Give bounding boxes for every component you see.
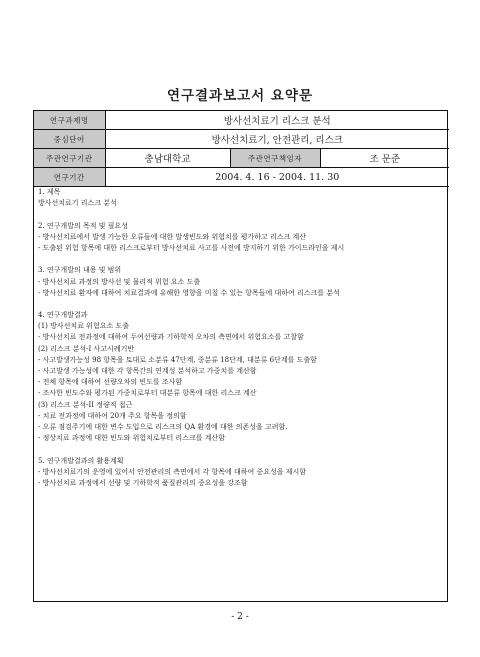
- section-4-line: - 방사선치료 전과정에 대하여 두여선량과 기하학적 오차의 측면에서 위험요소를 고찰함: [38, 333, 304, 342]
- org-label: 주관연구기관: [34, 149, 105, 168]
- lead-label: 주관연구책임자: [230, 149, 320, 168]
- keyword-value: 방사선치료기, 안전관리, 리스크: [105, 130, 449, 149]
- section-4-subheading: (2) 리스크 분석-I 사고시례기반: [38, 344, 135, 353]
- section-4-line: - 치료 전과정에 대하여 20개 주요 항목을 정의함: [38, 411, 187, 420]
- lead-value: 조 문준: [320, 149, 449, 168]
- period-label: 연구기간: [34, 168, 105, 187]
- section-4-subheading: (1) 방사선치료 위험요소 도출: [38, 322, 129, 331]
- spacer: [38, 299, 444, 310]
- section-4-line: - 전체 항목에 대하여 선량오차의 빈도를 조사함: [38, 378, 183, 387]
- section-1-title: 1. 제목: [38, 188, 61, 196]
- org-value: 충남대학교: [105, 149, 230, 168]
- project-label: 연구과제명: [34, 111, 105, 130]
- period-value: 2004. 4. 16 - 2004. 11. 30: [105, 168, 449, 187]
- section-4-line: - 사고발생 가능성에 대한 각 항목간의 연계성 분석하고 가중치를 계산함: [38, 367, 257, 375]
- section-1-line: 방사선치료기 리스크 분석: [38, 199, 117, 208]
- spacer: [38, 254, 444, 265]
- keyword-row: [34, 130, 449, 149]
- section-2-title: 2. 연구개발의 목적 및 필요성: [38, 221, 128, 230]
- project-value: 방사선치료기 리스크 분석: [105, 111, 449, 130]
- meta-table: [34, 111, 449, 187]
- section-4-line: - 사고발생가능성 98 항목을 토대로 소분류 47단계, 중분류 18단계, 대분류 6단계를 도출함: [38, 355, 317, 364]
- section-4-line: - 조사한 빈도수와 평가된 가중치로부터 대분류 항목에 대한 리스크 계산: [38, 389, 257, 398]
- section-3-title: 3. 연구개발의 내용 및 범위: [38, 266, 122, 275]
- spacer: [38, 444, 444, 455]
- period-row: [34, 168, 449, 187]
- section-2-line: - 방사선치료에서 발생 가능한 오류들에 대한 발생빈도와 위험치를 평가하고 리스크 계산: [38, 232, 307, 241]
- section-4-subheading: (3) 리스크 분석-II 정량적 접근: [38, 400, 133, 409]
- section-2-line: - 도출된 위험 항목에 대한 리스크로부터 방사선치료 사고를 사전에 방지하기 위한 가이드라인을 제시: [38, 243, 345, 252]
- section-5-line: - 방사선치료기의 운영에 있어서 안전관리의 측면에서 각 항목에 대하여 중요성을 제시함: [38, 467, 307, 476]
- section-4-title: 4. 연구개발결과: [38, 311, 88, 320]
- section-3-line: - 방사선치료 환자에 대하여 치료결과에 유해한 영향을 미칠 수 있는 항목들에 대하여 리스크를 분석: [38, 288, 340, 297]
- section-5-title: 5. 연구개발결과의 활용계획: [38, 456, 124, 465]
- org-row: [34, 149, 449, 168]
- section-4-line: - 정상치료 과정에 대한 빈도와 위험치로부터 리스크를 계산함: [38, 434, 225, 443]
- summary-content: [38, 187, 444, 489]
- spacer: [38, 209, 444, 220]
- page-number: - 2 -: [231, 612, 249, 622]
- keyword-label: 중심단어: [34, 130, 105, 149]
- page-title: 연구결과보고서 요약문: [166, 88, 314, 104]
- section-3-line: - 방사선치료 과정의 방사선 및 물리적 위험 요소 도출: [38, 277, 201, 286]
- section-5-line: - 방사선치료 과정에서 선량 및 기하학적 품질관리의 중요성을 강조함: [38, 478, 248, 487]
- project-row: [34, 111, 449, 130]
- summary-frame: [33, 110, 448, 602]
- section-4-line: - 오류 점검주기에 대한 변수 도입으로 리스크의 QA 환경에 대한 의존성을 고려함.: [38, 422, 288, 431]
